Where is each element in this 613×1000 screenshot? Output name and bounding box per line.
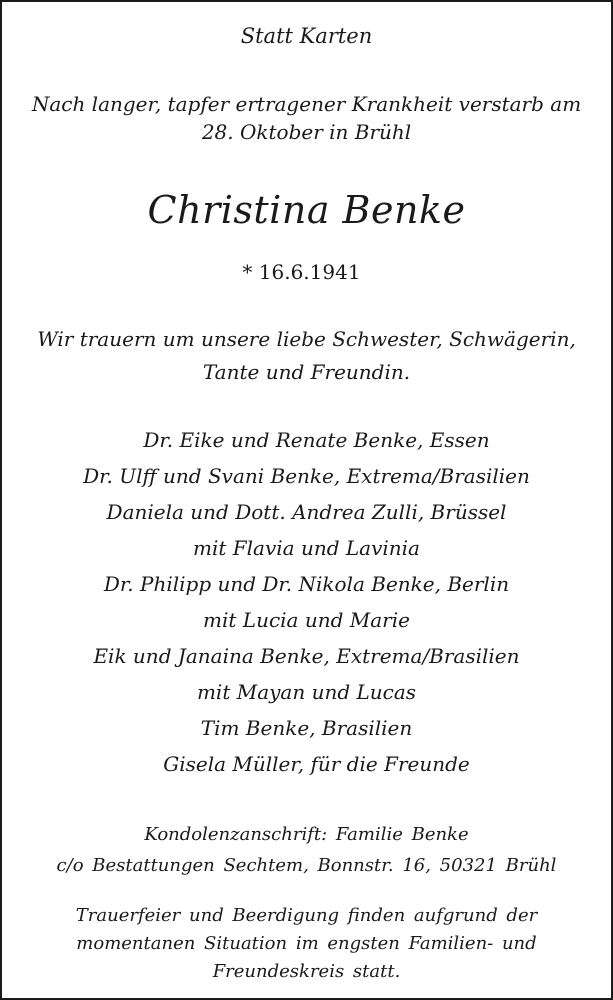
family-member: mit Flavia und Lavinia xyxy=(193,536,420,560)
family-member: Daniela und Dott. Andrea Zulli, Brüssel xyxy=(106,500,507,524)
mourning-line-2: Tante und Freundin. xyxy=(202,360,411,384)
family-member: Eik und Janaina Benke, Extrema/Brasilien xyxy=(93,644,520,668)
intro-line-1: Nach langer, tapfer ertragener Krankheit verstarb am xyxy=(31,92,582,116)
family-member: Dr. Philipp und Dr. Nikola Benke, Berlin xyxy=(103,572,510,596)
family-member: mit Mayan und Lucas xyxy=(196,680,417,704)
mourning-line-1: Wir trauern um unsere liebe Schwester, Schwägerin, xyxy=(37,327,576,351)
ceremony-line-1: Trauerfeier und Beerdigung finden aufgrund der xyxy=(75,905,538,926)
family-member: Dr. Eike und Renate Benke, Essen xyxy=(143,428,490,452)
family-member: Tim Benke, Brasilien xyxy=(200,716,413,740)
ceremony-line-2: momentanen Situation im engsten Familien- und xyxy=(76,933,537,954)
deceased-name: Christina Benke xyxy=(147,188,466,232)
condolence-line-1: Kondolenzanschrift: Familie Benke xyxy=(144,824,469,845)
family-member: mit Lucia und Marie xyxy=(203,608,410,632)
family-member: Gisela Müller, für die Freunde xyxy=(163,752,470,776)
header-text: Statt Karten xyxy=(240,24,373,48)
birth-date: * 16.6.1941 xyxy=(242,260,361,284)
ceremony-line-3: Freundeskreis statt. xyxy=(212,961,401,982)
intro-line-2: 28. Oktober in Brühl xyxy=(201,120,412,144)
family-member: Dr. Ulff und Svani Benke, Extrema/Brasilien xyxy=(83,464,530,488)
condolence-line-2: c/o Bestattungen Sechtem, Bonnstr. 16, 50321 Brühl xyxy=(56,855,557,876)
